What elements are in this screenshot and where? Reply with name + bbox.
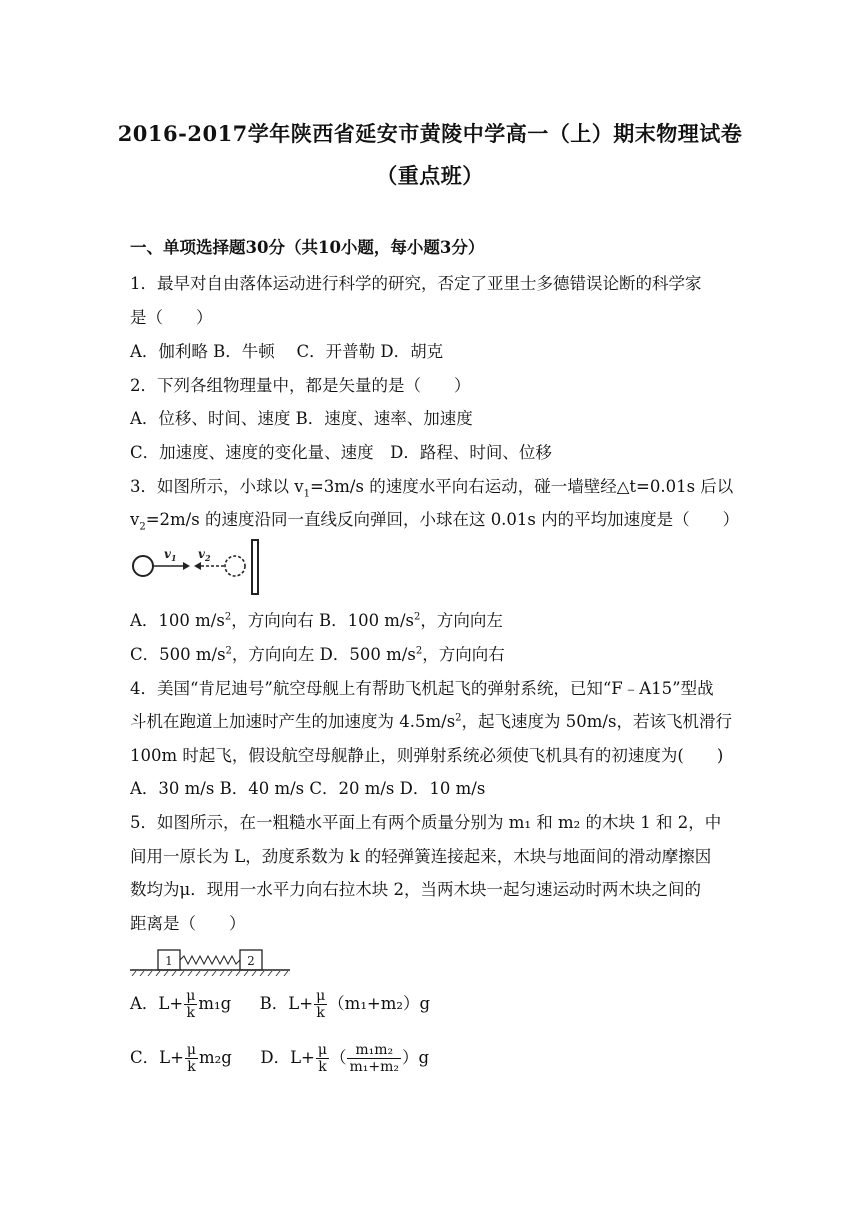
svg-text:2: 2 (247, 954, 255, 968)
svg-text:1: 1 (165, 954, 173, 968)
q1-stem-line1: 1．最早对自由落体运动进行科学的研究，否定了亚里士多德错误论断的科学家 (130, 274, 702, 293)
q4-stem-line3: 100m 时起飞，假设航空母舰静止，则弹射系统必须使飞机具有的初速度为( ) (130, 746, 724, 765)
q5-figure (128, 944, 292, 976)
spring-icon (180, 956, 240, 964)
ball-icon (133, 556, 153, 576)
q2-stem: 2．下列各组物理量中，都是矢量的是（ ） (130, 376, 471, 395)
q4-stem-line2: 斗机在跑道上加速时产生的加速度为 $4.5m/s^2$，起飞速度为 50m/s，若该飞机滑行 (130, 712, 732, 731)
q5-options-line1: A．L+ $\frac{\mu}{k}$ m₁g B．L+ $\frac{\mu}{k}$ （m₁+m₂）g (130, 988, 431, 1021)
q1-options: A．伽利略 B．牛顿 C．开普勒 D．胡克 (130, 342, 444, 361)
section-heading: 一、单项选择题30分（共10小题，每小题3分） (130, 238, 485, 257)
q5-stem-line1: 5．如图所示，在一粗糙水平面上有两个质量分别为 m₁ 和 m₂ 的木块 1 和 2，中 (130, 813, 722, 832)
wall-icon (252, 540, 258, 594)
q2-options-line1: A．位移、时间、速度 B．速度、速率、加速度 (130, 409, 473, 428)
q3-stem-line1: 3．如图所示，小球以 $v_1=3m/s$ 的速度水平向右运动，碰一墙壁经△t=0.01s 后以 (130, 477, 734, 500)
rebound-ball-icon (225, 556, 245, 576)
q4-options: A．30 m/s B．40 m/s C．20 m/s D．10 m/s (130, 779, 486, 798)
fraction-mu-k: $\frac{\mu}{k}$ (317, 1042, 327, 1075)
q3-figure (128, 538, 263, 596)
q5-options-line2: C．L+ $\frac{\mu}{k}$ m₂g D．L+ $\frac{\mu}{k}$ （ $\frac{\text{m₁m₂}}{\text{m₁+m₂}}$ ）g (130, 1042, 430, 1075)
v2-label: $v_2$ (198, 547, 211, 563)
fraction-mu-k: $\frac{\mu}{k}$ (316, 988, 326, 1021)
q3-options-line2: C．500 $m/s^2$，方向向左 D．500 $m/s^2$，方向向右 (130, 645, 505, 664)
fraction-mu-k: $\frac{\mu}{k}$ (186, 1042, 197, 1075)
fraction-reduced-mass: $\frac{\text{m₁m₂}}{\text{m₁+m₂}}$ (349, 1042, 399, 1075)
v1-label: $v_1$ (164, 547, 177, 563)
fraction-mu-k: $\frac{\mu}{k}$ (186, 988, 196, 1021)
q1-stem-line2: 是（ ） (130, 308, 213, 327)
exam-title: 2016-2017学年陕西省延安市黄陵中学高一（上）期末物理试卷 (117, 121, 743, 146)
q2-options-line2: C．加速度、速度的变化量、速度 D．路程、时间、位移 (130, 443, 552, 462)
q5-stem-line4: 距离是（ ） (130, 914, 246, 933)
exam-subtitle: （重点班） (376, 163, 484, 188)
q4-stem-line1: 4．美国“肯尼迪号”航空母舰上有帮助飞机起飞的弹射系统，已知“F﹣A15”型战 (130, 679, 714, 698)
q5-stem-line2: 间用一原长为 L，劲度系数为 k 的轻弹簧连接起来，木块与地面间的滑动摩擦因 (130, 847, 712, 866)
q3-options-line1: A．100 $m/s^2$，方向向右 B．100 $m/s^2$，方向向左 (130, 611, 503, 630)
ground-hatch (132, 971, 288, 976)
q5-stem-line3: 数均为μ．现用一水平力向右拉木块 2，当两木块一起匀速运动时两木块之间的 (130, 880, 701, 899)
q3-stem-line2: $v_2=2m/s$ 的速度沿同一直线反向弹回，小球在这 0.01s 内的平均加速度是（ ） (130, 510, 740, 533)
